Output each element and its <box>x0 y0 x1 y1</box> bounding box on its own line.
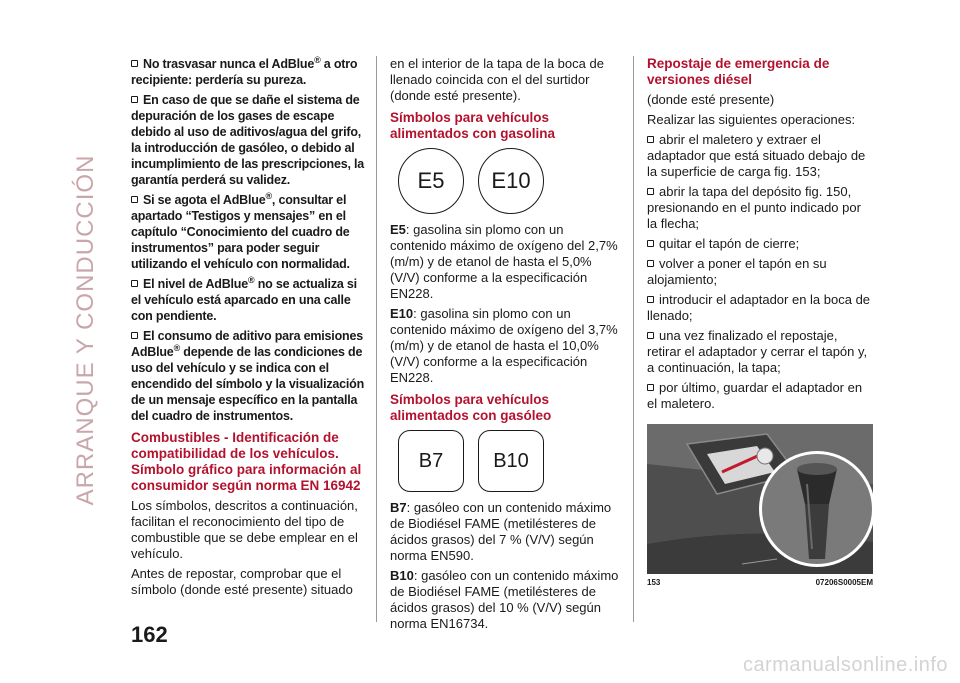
b10-description: B10: gasóleo con un contenido máximo de Biodiésel FAME (metilésteres de ácidos grasos) del 10 % (V/V) según norma EN16734. <box>390 568 619 631</box>
paragraph: Antes de repostar, comprobar que el símbolo (donde esté presente) situado <box>131 566 353 597</box>
section-heading-fuel-identification: Combustibles - Identificación de compatibilidad de los vehículos. Símbolo gráfico para información al consumidor según norma EN 16942 <box>131 430 362 493</box>
step-item: introducir el adaptador en la boca de llenado; <box>647 292 873 324</box>
note-bullet: No trasvasar nunca el AdBlue® a otro recipiente: perdería su pureza. <box>131 56 366 88</box>
step-item: abrir el maletero y extraer el adaptador que está situado debajo de la superficie de carga fig. 153; <box>647 132 873 180</box>
column-3 <box>647 56 873 587</box>
step-item: volver a poner el tapón en su alojamiento; <box>647 256 873 288</box>
step-item: una vez finalizado el repostaje, retirar el adaptador y cerrar el tapón y, a continuación, la tapa; <box>647 328 873 376</box>
page-number: 162 <box>131 622 168 647</box>
note-bullet: Si se agota el AdBlue®, consultar el apartado “Testigos y mensajes” en el capítulo “Conocimiento del cuadro de instrumentos” para poder seguir utilizando el vehículo con normalidad. <box>131 192 366 272</box>
b10-symbol: B10 <box>478 430 544 492</box>
b7-description: B7: gasóleo con un contenido máximo de Biodiésel FAME (metilésteres de ácidos grasos) del 7 % (V/V) según norma EN590. <box>390 500 612 563</box>
section-heading-gasoline: Símbolos para vehículos alimentados con gasolina <box>390 110 556 141</box>
figure-code: 07206S0005EM <box>815 578 873 587</box>
note-bullet: El nivel de AdBlue® no se actualiza si el vehículo está aparcado en una calle con pendiente. <box>131 276 366 324</box>
e10-description: E10: gasolina sin plomo con un contenido máximo de oxígeno del 3,7% (m/m) y de etanol de hasta el 10,0% (V/V) conforme a la especificación EN228. <box>390 306 618 385</box>
gasoline-symbols <box>398 148 622 214</box>
step-item: abrir la tapa del depósito fig. 150, presionando en el punto indicado por la flecha; <box>647 184 873 232</box>
watermark: carmanualsonline.info <box>742 654 948 676</box>
figure-caption <box>647 578 873 587</box>
paragraph: Los símbolos, descritos a continuación, facilitan el reconocimiento del tipo de combustible que se debe emplear en el vehículo. <box>131 498 358 561</box>
section-heading-emergency-refuel: Repostaje de emergencia de versiones diésel <box>647 56 830 87</box>
e5-symbol: E5 <box>398 148 464 214</box>
note-bullet: En caso de que se dañe el sistema de depuración de los gases de escape debido al uso de aditivos/agua del grifo, la introducción de gasóleo, o debido al incumplimiento de las prescripciones, la garantía perderá su validez. <box>131 93 365 187</box>
chapter-side-title-text: ARRANQUE Y CONDUCCIÓN <box>72 154 99 506</box>
figure-153-trunk-adapter <box>647 424 873 574</box>
column-1 <box>131 56 366 602</box>
step-item: quitar el tapón de cierre; <box>647 236 873 252</box>
column-2 <box>390 56 622 636</box>
figure-number: 153 <box>647 578 661 587</box>
section-heading-diesel: Símbolos para vehículos alimentados con gasóleo <box>390 392 552 423</box>
column-divider <box>376 56 377 622</box>
trunk-adapter-illustration <box>647 424 873 574</box>
column-divider <box>633 56 634 622</box>
note-bullet: El consumo de aditivo para emisiones AdBlue® depende de las condiciones de uso del vehículo y se indica con el encendido del símbolo y la visualización de un mensaje específico en la pantalla del cuadro de instrumentos. <box>131 329 365 423</box>
step-item: por último, guardar el adaptador en el maletero. <box>647 380 873 412</box>
paragraph: (donde esté presente) <box>647 92 775 107</box>
e10-symbol: E10 <box>478 148 544 214</box>
b7-symbol: B7 <box>398 430 464 492</box>
paragraph: en el interior de la tapa de la boca de llenado coincida con el del surtidor (donde esté presente). <box>390 56 604 103</box>
diesel-symbols <box>398 430 622 492</box>
paragraph: Realizar las siguientes operaciones: <box>647 112 856 127</box>
e5-description: E5: gasolina sin plomo con un contenido máximo de oxígeno del 2,7% (m/m) y de etanol de hasta el 5,0% (V/V) conforme a la especificación EN228. <box>390 222 618 301</box>
